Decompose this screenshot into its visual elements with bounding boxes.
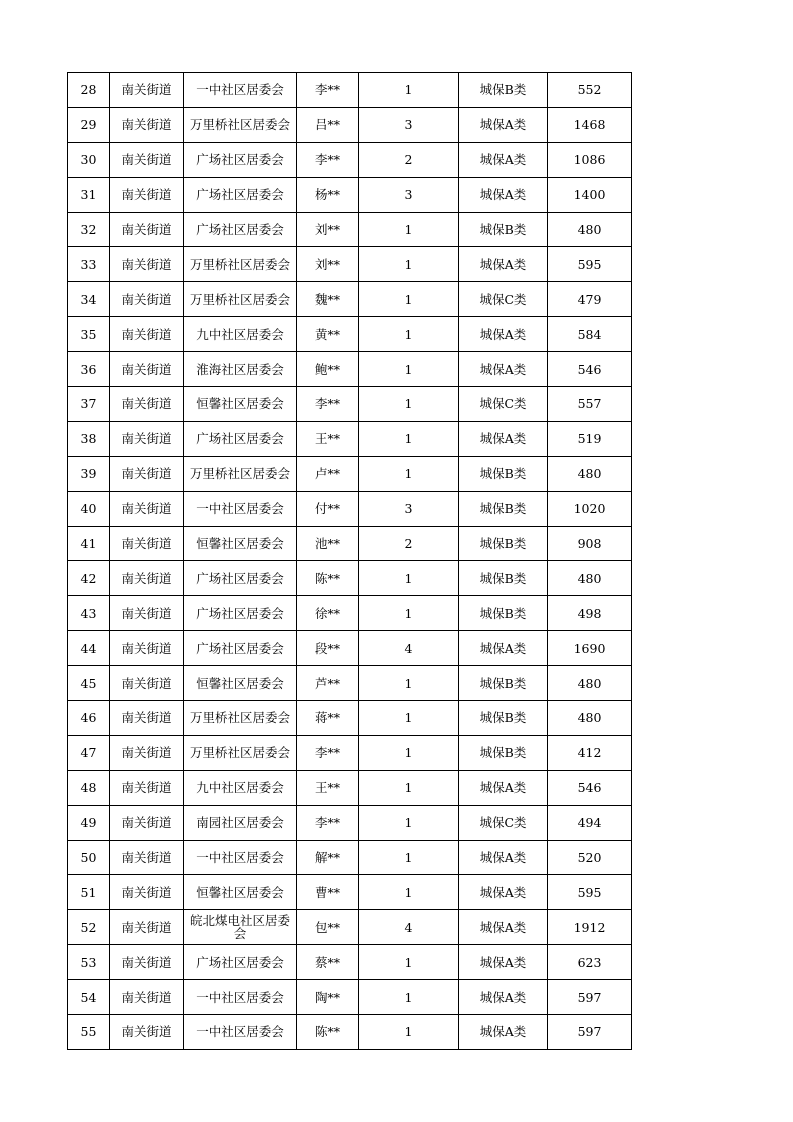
street-cell: 南关街道 [110, 456, 184, 491]
table-row [68, 107, 632, 142]
row-number: 52 [68, 910, 110, 945]
name-cell: 李** [297, 73, 359, 108]
row-number: 40 [68, 491, 110, 526]
row-number: 48 [68, 770, 110, 805]
street-cell: 南关街道 [110, 387, 184, 422]
table-row [68, 805, 632, 840]
community-cell: 广场社区居委会 [184, 596, 297, 631]
name-cell: 蒋** [297, 701, 359, 736]
table-row [68, 561, 632, 596]
household-count-cell: 4 [359, 910, 459, 945]
amount-cell: 595 [548, 875, 632, 910]
amount-cell: 623 [548, 945, 632, 980]
name-cell: 刘** [297, 212, 359, 247]
row-number: 39 [68, 456, 110, 491]
street-cell: 南关街道 [110, 666, 184, 701]
category-cell: 城保A类 [459, 910, 548, 945]
row-number: 31 [68, 177, 110, 212]
amount-cell: 908 [548, 526, 632, 561]
category-cell: 城保B类 [459, 491, 548, 526]
household-count-cell: 1 [359, 805, 459, 840]
category-cell: 城保B类 [459, 735, 548, 770]
table-row [68, 212, 632, 247]
amount-cell: 595 [548, 247, 632, 282]
row-number: 34 [68, 282, 110, 317]
name-cell: 陈** [297, 561, 359, 596]
community-cell: 恒馨社区居委会 [184, 526, 297, 561]
community-cell: 万里桥社区居委会 [184, 456, 297, 491]
row-number: 49 [68, 805, 110, 840]
community-cell: 九中社区居委会 [184, 770, 297, 805]
amount-cell: 520 [548, 840, 632, 875]
community-cell: 一中社区居委会 [184, 73, 297, 108]
table-row [68, 73, 632, 108]
category-cell: 城保A类 [459, 770, 548, 805]
name-cell: 李** [297, 142, 359, 177]
amount-cell: 480 [548, 701, 632, 736]
name-cell: 包** [297, 910, 359, 945]
amount-cell: 557 [548, 387, 632, 422]
row-number: 47 [68, 735, 110, 770]
name-cell: 蔡** [297, 945, 359, 980]
street-cell: 南关街道 [110, 142, 184, 177]
table-row [68, 1015, 632, 1050]
street-cell: 南关街道 [110, 561, 184, 596]
category-cell: 城保A类 [459, 945, 548, 980]
community-cell: 一中社区居委会 [184, 840, 297, 875]
table-row [68, 735, 632, 770]
street-cell: 南关街道 [110, 875, 184, 910]
street-cell: 南关街道 [110, 840, 184, 875]
household-count-cell: 1 [359, 1015, 459, 1050]
street-cell: 南关街道 [110, 735, 184, 770]
name-cell: 卢** [297, 456, 359, 491]
household-count-cell: 2 [359, 526, 459, 561]
name-cell: 鲍** [297, 352, 359, 387]
amount-cell: 584 [548, 317, 632, 352]
name-cell: 王** [297, 770, 359, 805]
category-cell: 城保B类 [459, 73, 548, 108]
row-number: 54 [68, 980, 110, 1015]
household-count-cell: 1 [359, 561, 459, 596]
name-cell: 魏** [297, 282, 359, 317]
household-count-cell: 4 [359, 631, 459, 666]
category-cell: 城保C类 [459, 805, 548, 840]
amount-cell: 546 [548, 352, 632, 387]
household-count-cell: 1 [359, 317, 459, 352]
table-body [68, 73, 632, 1050]
community-cell: 万里桥社区居委会 [184, 701, 297, 736]
community-cell: 万里桥社区居委会 [184, 735, 297, 770]
row-number: 41 [68, 526, 110, 561]
amount-cell: 1086 [548, 142, 632, 177]
table-row [68, 247, 632, 282]
row-number: 43 [68, 596, 110, 631]
community-cell: 广场社区居委会 [184, 212, 297, 247]
household-count-cell: 1 [359, 352, 459, 387]
street-cell: 南关街道 [110, 910, 184, 945]
category-cell: 城保A类 [459, 177, 548, 212]
household-count-cell: 1 [359, 735, 459, 770]
community-cell: 广场社区居委会 [184, 177, 297, 212]
row-number: 29 [68, 107, 110, 142]
record-table [67, 72, 632, 1050]
name-cell: 徐** [297, 596, 359, 631]
household-count-cell: 1 [359, 387, 459, 422]
street-cell: 南关街道 [110, 352, 184, 387]
amount-cell: 1400 [548, 177, 632, 212]
street-cell: 南关街道 [110, 701, 184, 736]
row-number: 33 [68, 247, 110, 282]
name-cell: 池** [297, 526, 359, 561]
household-count-cell: 3 [359, 107, 459, 142]
category-cell: 城保C类 [459, 282, 548, 317]
row-number: 37 [68, 387, 110, 422]
category-cell: 城保A类 [459, 980, 548, 1015]
street-cell: 南关街道 [110, 282, 184, 317]
name-cell: 付** [297, 491, 359, 526]
street-cell: 南关街道 [110, 317, 184, 352]
category-cell: 城保B类 [459, 666, 548, 701]
name-cell: 李** [297, 805, 359, 840]
table-row [68, 666, 632, 701]
household-count-cell: 1 [359, 212, 459, 247]
name-cell: 段** [297, 631, 359, 666]
name-cell: 陶** [297, 980, 359, 1015]
table-row [68, 770, 632, 805]
row-number: 45 [68, 666, 110, 701]
name-cell: 曹** [297, 875, 359, 910]
household-count-cell: 1 [359, 840, 459, 875]
household-count-cell: 1 [359, 701, 459, 736]
street-cell: 南关街道 [110, 770, 184, 805]
name-cell: 杨** [297, 177, 359, 212]
row-number: 55 [68, 1015, 110, 1050]
amount-cell: 552 [548, 73, 632, 108]
table-row [68, 596, 632, 631]
household-count-cell: 1 [359, 596, 459, 631]
table-row [68, 701, 632, 736]
name-cell: 李** [297, 387, 359, 422]
row-number: 38 [68, 421, 110, 456]
household-count-cell: 1 [359, 875, 459, 910]
street-cell: 南关街道 [110, 805, 184, 840]
community-cell: 广场社区居委会 [184, 142, 297, 177]
community-cell: 一中社区居委会 [184, 1015, 297, 1050]
household-count-cell: 1 [359, 456, 459, 491]
category-cell: 城保A类 [459, 840, 548, 875]
amount-cell: 519 [548, 421, 632, 456]
amount-cell: 546 [548, 770, 632, 805]
community-cell: 广场社区居委会 [184, 945, 297, 980]
street-cell: 南关街道 [110, 526, 184, 561]
name-cell: 陈** [297, 1015, 359, 1050]
street-cell: 南关街道 [110, 945, 184, 980]
community-cell: 万里桥社区居委会 [184, 247, 297, 282]
category-cell: 城保C类 [459, 387, 548, 422]
row-number: 30 [68, 142, 110, 177]
amount-cell: 1690 [548, 631, 632, 666]
street-cell: 南关街道 [110, 107, 184, 142]
table-row [68, 352, 632, 387]
community-cell: 恒馨社区居委会 [184, 387, 297, 422]
table-row [68, 456, 632, 491]
category-cell: 城保B类 [459, 526, 548, 561]
category-cell: 城保A类 [459, 875, 548, 910]
name-cell: 王** [297, 421, 359, 456]
amount-cell: 1912 [548, 910, 632, 945]
amount-cell: 480 [548, 561, 632, 596]
street-cell: 南关街道 [110, 421, 184, 456]
community-cell: 恒馨社区居委会 [184, 666, 297, 701]
name-cell: 吕** [297, 107, 359, 142]
amount-cell: 494 [548, 805, 632, 840]
row-number: 53 [68, 945, 110, 980]
row-number: 51 [68, 875, 110, 910]
category-cell: 城保A类 [459, 352, 548, 387]
row-number: 36 [68, 352, 110, 387]
row-number: 32 [68, 212, 110, 247]
community-cell: 皖北煤电社区居委会 [184, 910, 297, 945]
table-row [68, 421, 632, 456]
table-row [68, 317, 632, 352]
table-row [68, 980, 632, 1015]
category-cell: 城保A类 [459, 1015, 548, 1050]
name-cell: 黄** [297, 317, 359, 352]
community-cell: 恒馨社区居委会 [184, 875, 297, 910]
community-cell: 万里桥社区居委会 [184, 282, 297, 317]
street-cell: 南关街道 [110, 1015, 184, 1050]
category-cell: 城保A类 [459, 421, 548, 456]
household-count-cell: 1 [359, 980, 459, 1015]
street-cell: 南关街道 [110, 491, 184, 526]
community-cell: 九中社区居委会 [184, 317, 297, 352]
household-count-cell: 1 [359, 73, 459, 108]
table-row [68, 910, 632, 945]
household-count-cell: 1 [359, 247, 459, 282]
row-number: 46 [68, 701, 110, 736]
table-row [68, 840, 632, 875]
amount-cell: 1020 [548, 491, 632, 526]
street-cell: 南关街道 [110, 73, 184, 108]
street-cell: 南关街道 [110, 177, 184, 212]
community-cell: 一中社区居委会 [184, 491, 297, 526]
household-count-cell: 3 [359, 177, 459, 212]
street-cell: 南关街道 [110, 212, 184, 247]
household-count-cell: 3 [359, 491, 459, 526]
amount-cell: 597 [548, 980, 632, 1015]
amount-cell: 1468 [548, 107, 632, 142]
amount-cell: 412 [548, 735, 632, 770]
name-cell: 李** [297, 735, 359, 770]
table-row [68, 875, 632, 910]
household-count-cell: 1 [359, 666, 459, 701]
table-row [68, 142, 632, 177]
table-row [68, 945, 632, 980]
community-cell: 南园社区居委会 [184, 805, 297, 840]
street-cell: 南关街道 [110, 631, 184, 666]
household-count-cell: 2 [359, 142, 459, 177]
table-row [68, 282, 632, 317]
amount-cell: 480 [548, 212, 632, 247]
amount-cell: 597 [548, 1015, 632, 1050]
row-number: 42 [68, 561, 110, 596]
name-cell: 芦** [297, 666, 359, 701]
household-count-cell: 1 [359, 282, 459, 317]
table-row [68, 526, 632, 561]
name-cell: 刘** [297, 247, 359, 282]
category-cell: 城保B类 [459, 212, 548, 247]
community-cell: 广场社区居委会 [184, 631, 297, 666]
street-cell: 南关街道 [110, 596, 184, 631]
category-cell: 城保A类 [459, 631, 548, 666]
row-number: 50 [68, 840, 110, 875]
table-row [68, 631, 632, 666]
name-cell: 解** [297, 840, 359, 875]
category-cell: 城保A类 [459, 317, 548, 352]
street-cell: 南关街道 [110, 247, 184, 282]
community-cell: 万里桥社区居委会 [184, 107, 297, 142]
category-cell: 城保A类 [459, 247, 548, 282]
category-cell: 城保B类 [459, 701, 548, 736]
category-cell: 城保A类 [459, 107, 548, 142]
household-count-cell: 1 [359, 421, 459, 456]
household-count-cell: 1 [359, 770, 459, 805]
amount-cell: 498 [548, 596, 632, 631]
category-cell: 城保B类 [459, 456, 548, 491]
amount-cell: 480 [548, 666, 632, 701]
community-cell: 广场社区居委会 [184, 421, 297, 456]
street-cell: 南关街道 [110, 980, 184, 1015]
row-number: 35 [68, 317, 110, 352]
category-cell: 城保A类 [459, 142, 548, 177]
table-row [68, 387, 632, 422]
community-cell: 淮海社区居委会 [184, 352, 297, 387]
community-cell: 一中社区居委会 [184, 980, 297, 1015]
amount-cell: 480 [548, 456, 632, 491]
household-count-cell: 1 [359, 945, 459, 980]
row-number: 44 [68, 631, 110, 666]
amount-cell: 479 [548, 282, 632, 317]
row-number: 28 [68, 73, 110, 108]
community-cell: 广场社区居委会 [184, 561, 297, 596]
category-cell: 城保B类 [459, 596, 548, 631]
table-row [68, 177, 632, 212]
table-row [68, 491, 632, 526]
category-cell: 城保B类 [459, 561, 548, 596]
